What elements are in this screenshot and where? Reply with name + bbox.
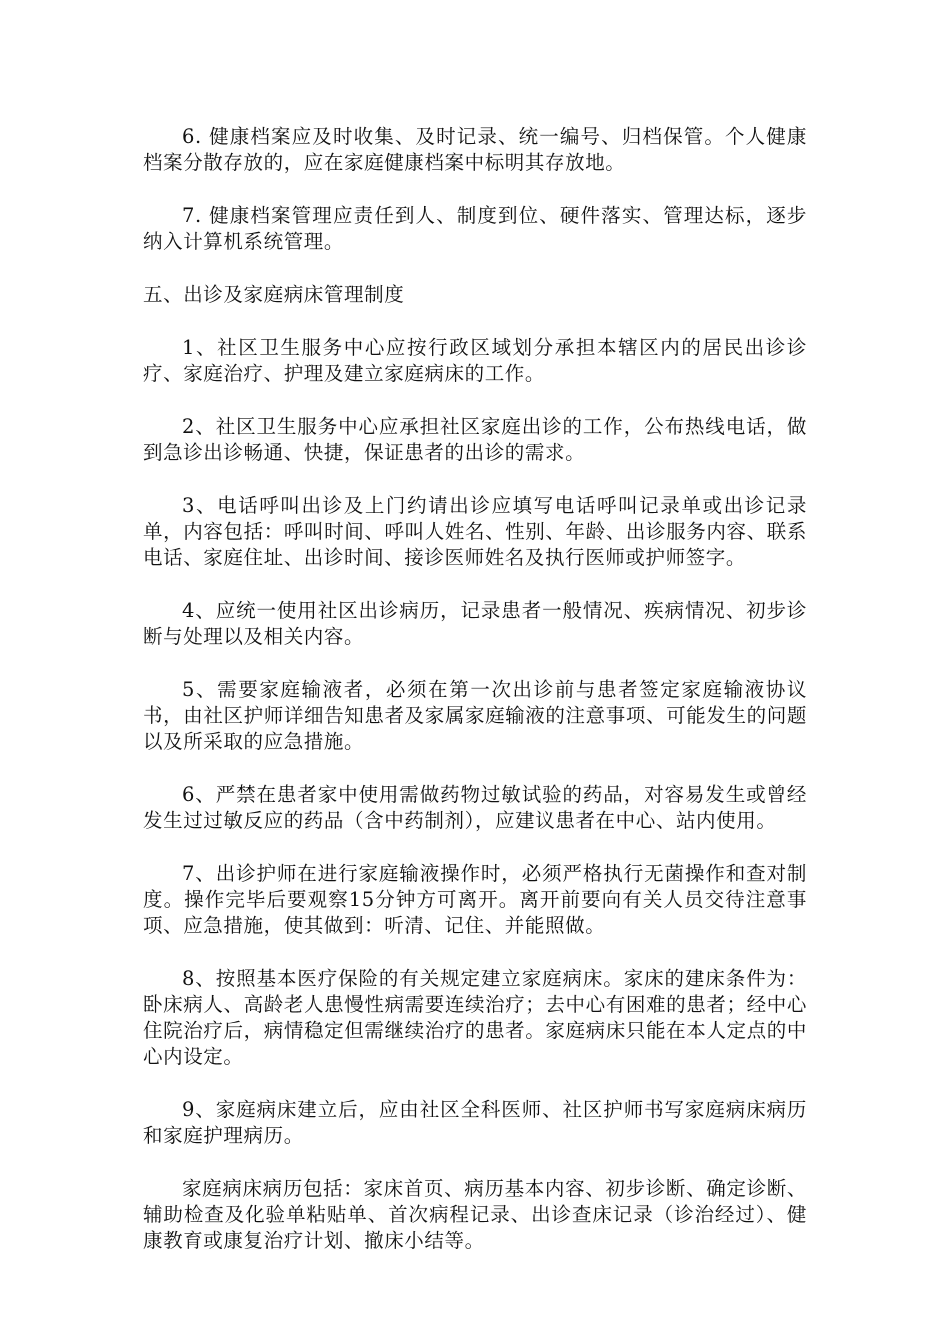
paragraph-6-archive-collection: 6. 健康档案应及时收集、及时记录、统一编号、归档保管。个人健康档案分散存放的，应在家庭健康档案中标明其存放地。 [143, 125, 807, 174]
paragraph-3-call-record: 3、电话呼叫出诊及上门约请出诊应填写电话呼叫记录单或出诊记录单，内容包括：呼叫时间、呼叫人姓名、性别、年龄、出诊服务内容、联系电话、家庭住址、出诊时间、接诊医师姓名及执行医师或护师签字。 [143, 494, 807, 569]
section-heading-outcall-family-bed: 五、出诊及家庭病床管理制度 [143, 283, 405, 306]
paragraph-4-outcall-record: 4、应统一使用社区出诊病历，记录患者一般情况、疾病情况、初步诊断与处理以及相关内容。 [143, 599, 807, 648]
paragraph-1-service-area: 1、社区卫生服务中心应按行政区域划分承担本辖区内的居民出诊诊疗、家庭治疗、护理及建立家庭病床的工作。 [143, 336, 807, 385]
paragraph-7-aseptic-operation: 7、出诊护师在进行家庭输液操作时，必须严格执行无菌操作和查对制度。操作完毕后要观察15分钟方可离开。离开前要向有关人员交待注意事项、应急措施，使其做到：听清、记住、并能照做。 [143, 862, 807, 937]
paragraph-7-archive-management: 7. 健康档案管理应责任到人、制度到位、硬件落实、管理达标，逐步纳入计算机系统管理。 [143, 204, 807, 253]
paragraph-8-family-bed-conditions: 8、按照基本医疗保险的有关规定建立家庭病床。家床的建床条件为：卧床病人、高龄老人患慢性病需要连续治疗；去中心有困难的患者；经中心住院治疗后，病情稳定但需继续治疗的患者。家庭病床只能在本人定点的中心内设定。 [143, 967, 807, 1068]
paragraph-5-home-infusion: 5、需要家庭输液者，必须在第一次出诊前与患者签定家庭输液协议书，由社区护师详细告知患者及家属家庭输液的注意事项、可能发生的问题以及所采取的应急措施。 [143, 678, 807, 753]
paragraph-family-bed-record-contents: 家庭病床病历包括：家床首页、病历基本内容、初步诊断、确定诊断、辅助检查及化验单粘贴单、首次病程记录、出诊查床记录（诊治经过）、健康教育或康复治疗计划、撤床小结等。 [143, 1177, 807, 1252]
paragraph-9-family-bed-records: 9、家庭病床建立后，应由社区全科医师、社区护师书写家庭病床病历和家庭护理病历。 [143, 1098, 807, 1147]
paragraph-2-hotline: 2、社区卫生服务中心应承担社区家庭出诊的工作，公布热线电话，做到急诊出诊畅通、快捷，保证患者的出诊的需求。 [143, 415, 807, 464]
paragraph-6-allergy-drugs: 6、严禁在患者家中使用需做药物过敏试验的药品，对容易发生或曾经发生过过敏反应的药品（含中药制剂），应建议患者在中心、站内使用。 [143, 783, 807, 832]
document-body [143, 124, 807, 1281]
